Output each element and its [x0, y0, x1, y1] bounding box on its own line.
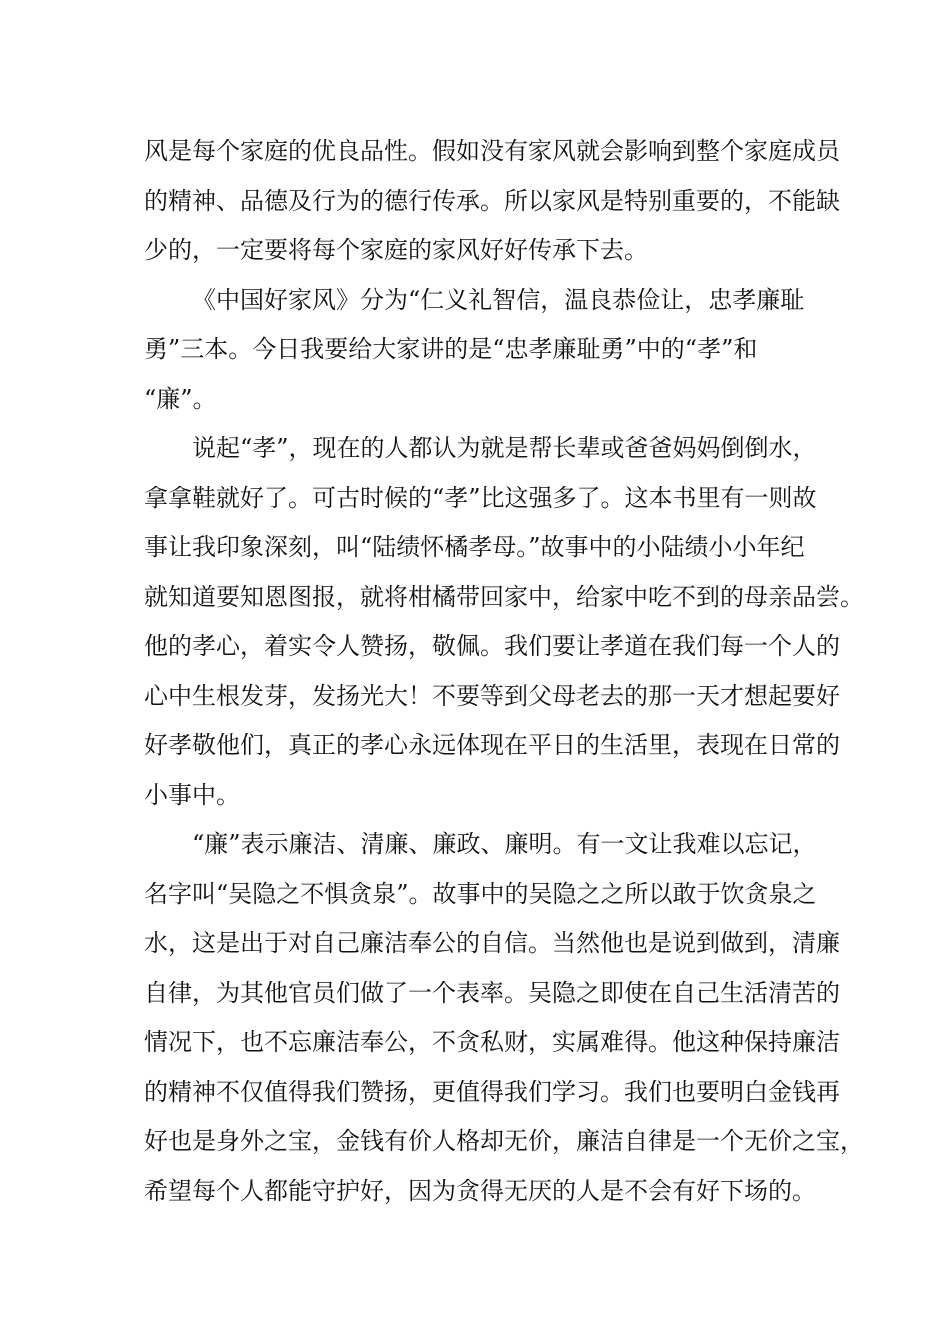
text-line: 拿拿鞋就好了。可古时候的“孝”比这强多了。这本书里有一则故: [144, 483, 817, 512]
text-line: 自律，为其他官员们做了一个表率。吴隐之即使在自己生活清苦的: [144, 978, 840, 1007]
text-line: 心中生根发芽，发扬光大！不要等到父母老去的那一天才想起要好: [144, 681, 840, 710]
text-line: 情况下，也不忘廉洁奉公，不贪私财，实属难得。他这种保持廉洁: [144, 1028, 840, 1056]
text-line: 名字叫“吴隐之不惧贪泉”。故事中的吴隐之之所以敢于饮贪泉之: [144, 879, 817, 908]
text-line: 希望每个人都能守护好，因为贪得无厌的人是不会有好下场的。: [144, 1176, 816, 1205]
text-line: 的精神不仅值得我们赞扬，更值得我们学习。我们也要明白金钱再: [144, 1077, 840, 1106]
body-text: [144, 127, 864, 1216]
text-line: 小事中。: [144, 780, 240, 809]
text-line: “廉”。: [144, 384, 217, 413]
paragraph-first-line: “廉”表示廉洁、清廉、廉政、廉明。有一文让我难以忘记，: [192, 830, 817, 858]
text-line: 事让我印象深刻，叫“陆绩怀橘孝母。”故事中的小陆绩小小年纪: [144, 533, 805, 561]
text-line: 他的孝心，着实令人赞扬，敬佩。我们要让孝道在我们每一个人的: [144, 632, 840, 660]
text-line: 水，这是出于对自己廉洁奉公的自信。当然他也是说到做到，清廉: [144, 929, 840, 957]
paragraph-first-line: 《中国好家风》分为“仁义礼智信，温良恭俭让，忠孝廉耻: [192, 285, 805, 314]
text-line: 勇”三本。今日我要给大家讲的是“忠孝廉耻勇”中的“孝”和: [144, 335, 758, 363]
text-line: 少的，一定要将每个家庭的家风好好传承下去。: [144, 236, 648, 264]
text-line: 的精神、品德及行为的德行传承。所以家风是特别重要的，不能缺: [144, 186, 840, 215]
text-line: 风是每个家庭的优良品性。假如没有家风就会影响到整个家庭成员: [144, 137, 840, 165]
text-line: 就知道要知恩图报，就将柑橘带回家中，给家中吃不到的母亲品尝。: [144, 582, 864, 611]
text-line: 好也是身外之宝，金钱有价人格却无价，廉洁自律是一个无价之宝，: [144, 1127, 864, 1155]
text-line: 好孝敬他们，真正的孝心永远体现在平日的生活里，表现在日常的: [144, 731, 840, 759]
paragraph-first-line: 说起“孝”，现在的人都认为就是帮长辈或爸爸妈妈倒倒水，: [192, 434, 817, 462]
